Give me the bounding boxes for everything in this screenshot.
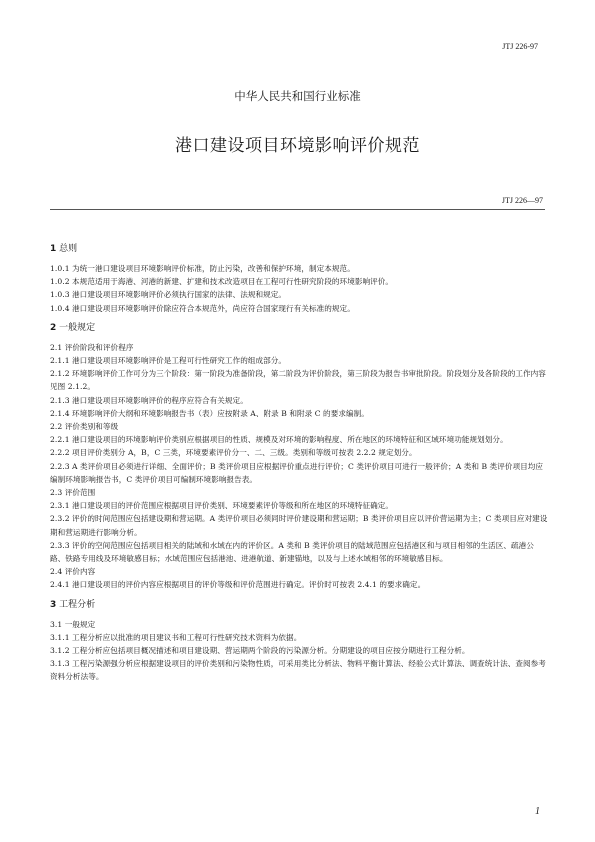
paragraph: 2.3.3 评价的空间范围应包括项目相关的陆域和水域在内的评价区。A 类和 B 类评价项目的陆域范围应包括港区和与项目相邻的生活区、疏港公路、铁路专用线及环境敏感目标；水域范围应包括港池、进港航道、新建锚地，以及与上述水域相邻的环境敏感目标。 <box>50 540 534 564</box>
section-heading <box>50 242 549 256</box>
paragraph: 1.0.3 港口建设项目环境影响评价必须执行国家的法律、法规和规定。 <box>50 290 287 300</box>
organization-title: 中华人民共和国行业标准 <box>234 89 361 103</box>
paragraph: 2.3.2 评价的时间范围应包括建设期和营运期。A 类评价项目必须同时评价建设期和营运期；B 类评价项目应以评价营运期为主；C 类项目应对建设期和营运期进行影响分析。 <box>50 514 548 537</box>
paragraph: 2.4.1 港口建设项目的评价内容应根据项目的评价等级和评价范围进行确定。评价时可按表 2.4.1 的要求确定。 <box>50 580 426 590</box>
paragraph: 2.3.1 港口建设项目的评价范围应根据项目评价类别、环境要素评价等级和所在地区的环境特征确定。 <box>50 501 394 511</box>
section-number: 1 <box>50 244 57 254</box>
paragraph: 3.1.3 工程污染源强分析应根据建设项目的评价类别和污染物性质，可采用类比分析法、物料平衡计算法、经验公式计算法、调查统计法、查阅参考资料分析法等。 <box>50 659 546 682</box>
page-number: 1 <box>535 806 540 817</box>
document-title: 港口建设项目环境影响评价规范 <box>175 136 420 156</box>
paragraph: 3.1 一般规定 <box>50 619 96 629</box>
paragraph: 2.1.4 环境影响评价大纲和环境影响报告书（表）应按附录 A、附录 B 和附录 C 的要求编制。 <box>50 408 369 418</box>
paragraph: 2.1.1 港口建设项目环境影响评价是工程可行性研究工作的组成部分。 <box>50 356 287 366</box>
paragraph: 2.1 评价阶段和评价程序 <box>50 342 134 352</box>
paragraph: 3.1.1 工程分析应以批准的项目建议书和工程可行性研究技术资料为依据。 <box>50 632 302 642</box>
standard-code-top: JTJ 226-97 <box>502 42 538 51</box>
paragraph: 1.0.1 为统一港口建设项目环境影响评价标准，防止污染，改善和保护环境，制定本规范。 <box>50 264 355 273</box>
section-title: 一般规定 <box>59 322 96 333</box>
paragraph: 2.2.3 A 类评价项目必须进行详细、全面评价；B 类评价项目应根据评价重点进行评价；C 类评价项目可进行一般评价；A 类和 B 类评价项目均应编制环境影响报告书，C 类评价项目可编制环境影响报告表。 <box>50 461 544 484</box>
paragraph: 2.3 评价范围 <box>50 488 96 498</box>
section-heading <box>50 321 549 335</box>
section-title: 总则 <box>59 244 78 254</box>
paragraph: 3.1.2 工程分析应包括项目概况描述和项目建设期、营运期两个阶段的污染源分析。分期建设的项目应按分期进行工程分析。 <box>50 646 470 656</box>
paragraph: 2.2 评价类别和等级 <box>50 422 119 432</box>
document-body <box>50 242 549 684</box>
paragraph: 2.2.2 项目评价类别分 A，B，C 三类，环境要素评价分一、二、三级。类别和等级可按表 2.2.2 规定划分。 <box>50 448 417 458</box>
section-heading <box>50 598 549 612</box>
paragraph: 2.4 评价内容 <box>50 567 96 577</box>
section-title: 工程分析 <box>59 599 96 610</box>
section-number: 2 <box>50 322 57 333</box>
paragraph: 2.2.1 港口建设项目的环境影响评价类别应根据项目的性质、规模及对环境的影响程度、所在地区的环境特征和区域环境功能规划划分。 <box>50 435 508 445</box>
section-number: 3 <box>50 599 57 610</box>
paragraph: 2.1.2 环境影响评价工作可分为三个阶段：第一阶段为准备阶段，第二阶段为评价阶段，第三阶段为报告书审批阶段。阶段划分及各阶段的工作内容见图 2.1.2。 <box>50 369 546 392</box>
paragraph: 2.1.3 港口建设项目环境影响评价的程序应符合有关规定。 <box>50 395 248 405</box>
paragraph: 1.0.4 港口建设项目环境影响评价除应符合本规范外，尚应符合国家现行有关标准的规定。 <box>50 303 355 313</box>
standard-code: JTJ 226—97 <box>501 196 543 205</box>
paragraph: 1.0.2 本规范适用于海港、河港的新建、扩建和技术改造项目在工程可行性研究阶段的环境影响评价。 <box>50 277 394 287</box>
header-divider <box>50 209 545 210</box>
